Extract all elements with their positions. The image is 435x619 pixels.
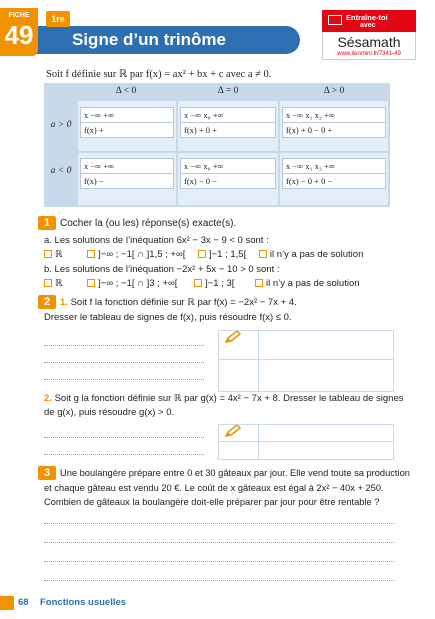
mini-table: x −∞ +∞ f(x) − <box>80 158 174 189</box>
option-label: il n’y a pas de solution <box>269 249 364 260</box>
option-label: ℝ <box>55 249 63 260</box>
brand-logo: Sésamath <box>337 34 401 50</box>
checkbox-b3[interactable] <box>194 279 202 287</box>
col-header-2: Δ = 0 <box>217 86 239 96</box>
ex3-line2: et chaque gâteau est vendu 20 €. Le coût de x gâteaux est égal à 2x² − 40x + 250. <box>44 483 384 493</box>
checkbox-a2[interactable] <box>87 250 95 258</box>
option-label: il n’y a pas de solution <box>266 278 360 289</box>
ex1-qa-options <box>44 249 424 260</box>
footer-bar <box>0 596 14 610</box>
promo-line1: Entraîne-toi <box>346 13 388 22</box>
option-label: ]−∞ ; −1[ ∩ ]1,5 ; +∞[ <box>98 249 186 260</box>
ex3-badge: 3 <box>38 466 56 480</box>
mini-table: x −∞ x₁ x₂ +∞ f(x) − 0 + 0 − <box>282 158 386 189</box>
checkbox-b1[interactable] <box>44 279 52 287</box>
monitor-icon <box>328 15 342 25</box>
level-badge: 1re <box>46 11 70 27</box>
promo-url[interactable]: www.lienmini.fr/7341-49 <box>337 51 401 57</box>
footer-section: Fonctions usuelles <box>40 597 127 608</box>
promo-line2: avec <box>360 22 376 29</box>
fiche-label: FICHE <box>8 12 30 19</box>
ex1-qb: b. Les solutions de l’inéquation −2x² + 5x − 10 > 0 sont : <box>44 264 280 275</box>
answer-table-1[interactable] <box>218 330 394 392</box>
answer-line[interactable] <box>44 345 204 346</box>
ex3-line1: Une boulangère prépare entre 0 et 30 gâteaux par jour. Elle vend toute sa production <box>60 468 410 478</box>
mini-table: x −∞ x₀ +∞ f(x) + 0 + <box>180 107 276 138</box>
answer-line[interactable] <box>44 542 394 543</box>
mini-table: x −∞ x₀ +∞ f(x) − 0 − <box>180 158 276 189</box>
answer-line[interactable] <box>44 362 204 363</box>
ex2-p1-line2: Dresser le tableau de signes de f(x), puis résoudre f(x) ≤ 0. <box>44 312 292 323</box>
checkbox-a3[interactable] <box>198 250 206 258</box>
ex1-title: Cocher la (ou les) réponse(s) exacte(s). <box>60 218 237 229</box>
ex2-badge: 2 <box>38 295 56 309</box>
table-divider <box>218 359 394 360</box>
option-label: ]−1 ; 3[ <box>205 278 235 289</box>
mini-table: x −∞ x₁ x₂ +∞ f(x) + 0 − 0 + <box>282 107 386 138</box>
intro-text: Soit f définie sur ℝ par f(x) = ax² + bx + c avec a ≠ 0. <box>46 69 272 80</box>
answer-line[interactable] <box>44 523 394 524</box>
page-title: Signe d’un trinôme <box>72 30 226 49</box>
page-number: 68 <box>18 597 29 608</box>
option-label: ]−∞ ; −1[ ∩ ]3 ; +∞[ <box>98 278 178 289</box>
answer-line[interactable] <box>44 561 394 562</box>
col-header-1: Δ < 0 <box>115 86 137 96</box>
fiche-number: 49 <box>4 20 34 50</box>
ex2-p2-line1: 2. Soit g la fonction définie sur ℝ par g(x) = 4x² − 7x + 8. Dresser le tableau de signes <box>44 393 404 404</box>
option-label: ]−1 ; 1,5[ <box>209 249 247 260</box>
checkbox-b4[interactable] <box>255 279 263 287</box>
col-header-3: Δ > 0 <box>323 86 345 96</box>
ex1-qa: a. Les solutions de l’inéquation 6x² − 3x − 9 < 0 sont : <box>44 235 269 246</box>
ex2-p2-line2: de g(x), puis résoudre g(x) > 0. <box>44 407 175 418</box>
ex3-line3: Combien de gâteaux la boulangère doit-elle préparer par jour pour être rentable ? <box>44 497 380 507</box>
row-label-2: a < 0 <box>50 166 72 176</box>
answer-table-2[interactable] <box>218 424 394 460</box>
answer-line[interactable] <box>44 437 204 438</box>
mini-table: x −∞ +∞ f(x) + <box>80 107 174 138</box>
answer-line[interactable] <box>44 454 204 455</box>
row-label-1: a > 0 <box>50 120 72 130</box>
table-divider <box>258 424 259 460</box>
ex2-p1-line1: 1. Soit f la fonction définie sur ℝ par f(x) = −2x² − 7x + 4. <box>60 297 297 308</box>
answer-line[interactable] <box>44 580 394 581</box>
checkbox-a1[interactable] <box>44 250 52 258</box>
ex1-qb-options <box>44 278 424 289</box>
table-divider <box>218 441 394 442</box>
answer-line[interactable] <box>44 379 204 380</box>
table-divider <box>258 330 259 392</box>
checkbox-b2[interactable] <box>87 279 95 287</box>
option-label: ℝ <box>55 278 63 289</box>
checkbox-a4[interactable] <box>259 250 267 258</box>
ex1-badge: 1 <box>38 216 56 230</box>
